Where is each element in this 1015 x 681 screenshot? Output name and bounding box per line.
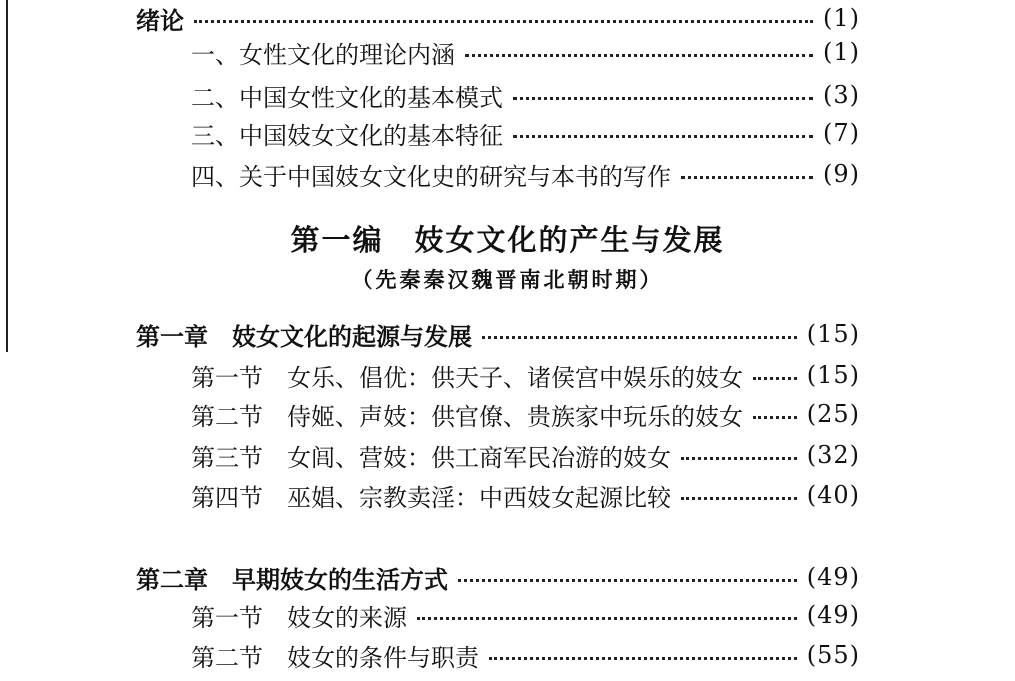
dot-leader: [753, 377, 797, 380]
toc-entry-title: 第二章 早期妓女的生活方式: [136, 564, 448, 594]
toc-entry-page: (40): [806, 481, 860, 509]
toc-entry-title: 第一节 女乐、倡优：供天子、诸侯宫中娱乐的妓女: [191, 363, 743, 392]
toc-entry-introduction[interactable]: [136, 0, 860, 36]
toc-entry-section[interactable]: [191, 437, 860, 473]
toc-entry-title: 第二节 妓女的条件与职责: [191, 643, 479, 672]
toc-entry-page: (3): [823, 81, 860, 109]
toc-entry-title: 三、中国妓女文化的基本特征: [191, 121, 503, 150]
toc-entry-title: 第二节 侍姬、声妓：供官僚、贵族家中玩乐的妓女: [191, 402, 743, 431]
toc-entry-title: 四、关于中国妓女文化史的研究与本书的写作: [191, 162, 671, 191]
toc-entry-page: (32): [806, 441, 860, 469]
toc-entry-section[interactable]: [191, 477, 860, 513]
toc-entry-page: (15): [806, 361, 860, 389]
toc-entry-chapter[interactable]: [136, 559, 860, 595]
toc-entry-page: (1): [823, 4, 860, 32]
toc-entry-page: (9): [823, 160, 860, 188]
dot-leader: [753, 416, 797, 419]
toc-entry-page: (1): [823, 38, 860, 66]
toc-entry-page: (25): [806, 400, 860, 428]
dot-leader: [681, 497, 797, 500]
dot-leader: [194, 20, 813, 23]
toc-entry-title: 第一节 妓女的来源: [191, 603, 407, 632]
dot-leader: [482, 336, 797, 339]
toc-entry-chapter[interactable]: [136, 316, 860, 352]
part-subtitle: （先秦秦汉魏晋南北朝时期）: [351, 267, 664, 292]
toc-entry-title: 第一章 妓女文化的起源与发展: [136, 321, 472, 351]
dot-leader: [681, 176, 813, 179]
toc-entry-page: (55): [806, 641, 860, 669]
toc-entry-title: 绪论: [136, 5, 184, 35]
toc-entry-page: (15): [806, 320, 860, 348]
dot-leader: [681, 457, 797, 460]
toc-entry-section[interactable]: [191, 637, 860, 673]
dot-leader: [513, 97, 813, 100]
toc-entry-page: (49): [806, 563, 860, 591]
toc-entry-section[interactable]: [191, 77, 860, 113]
toc-entry-section[interactable]: [191, 597, 860, 633]
dot-leader: [513, 135, 813, 138]
toc-entry-section[interactable]: [191, 115, 860, 151]
dot-leader: [465, 54, 813, 57]
toc-entry-page: (7): [823, 119, 860, 147]
dot-leader: [417, 617, 797, 620]
toc-entry-title: 第三节 女闾、营妓：供工商军民冶游的妓女: [191, 443, 671, 472]
part-title: 第一编 妓女文化的产生与发展: [290, 223, 725, 257]
dot-leader: [489, 657, 797, 660]
toc-entry-title: 二、中国女性文化的基本模式: [191, 83, 503, 112]
toc-entry-section[interactable]: [191, 34, 860, 70]
toc-entry-section[interactable]: [191, 156, 860, 192]
toc-entry-page: (49): [806, 601, 860, 629]
dot-leader: [458, 579, 797, 582]
toc-entry-title: 第四节 巫娼、宗教卖淫：中西妓女起源比较: [191, 483, 671, 512]
toc-entry-section[interactable]: [191, 396, 860, 432]
toc-entry-title: 一、女性文化的理论内涵: [191, 40, 455, 69]
left-margin-rule: [6, 0, 8, 352]
toc-entry-section[interactable]: [191, 357, 860, 393]
